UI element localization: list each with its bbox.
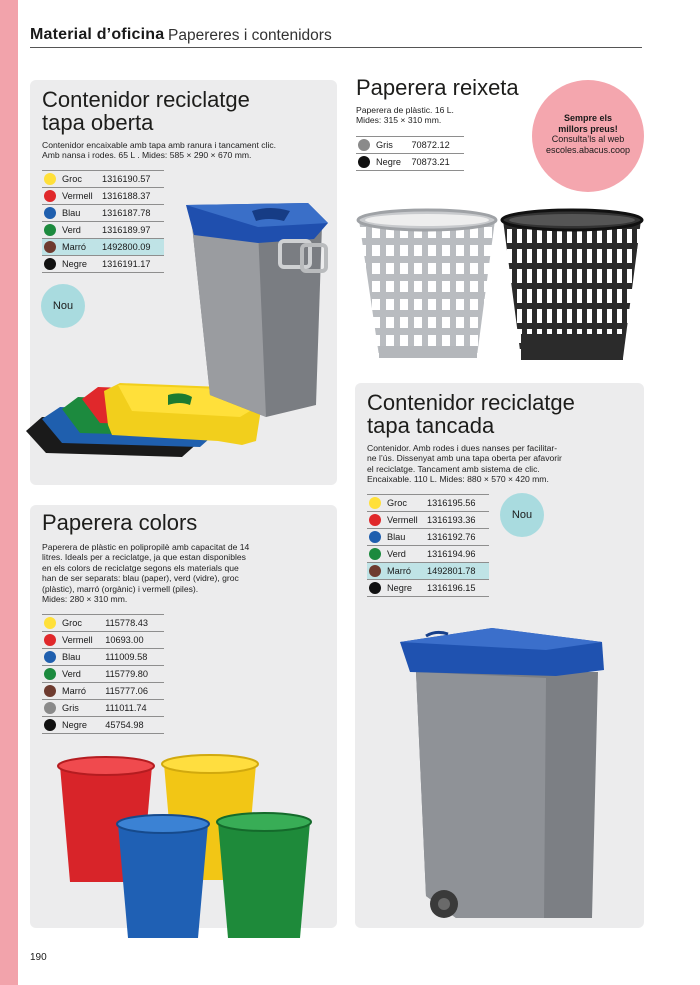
table-row xyxy=(42,700,164,717)
color-bin-description: Paperera de plàstic en polipropilè amb capacitat de 14 litres. Ideals per a reciclatge, ja que estan disponibles en els colors de reciclatge segons els materials que han de ser separats: blau (paper), verd (vidre), groc (plàstic), marró (orgànic) i vermell (piles). Mides: 280 × 310 mm. xyxy=(42,542,250,605)
color-name: Marró xyxy=(59,239,102,256)
product-code: 1316190.57 xyxy=(102,171,164,188)
color-name: Groc xyxy=(59,171,102,188)
product-code: 115778.43 xyxy=(105,615,164,632)
color-name: Verd xyxy=(59,222,102,239)
closed-container-description: Contenidor. Amb rodes i dues nanses per facilitar- ne l’ús. Dissenyat amb una tapa oberta per afavorir el reciclatge. Tancament amb sistema de clic. Encaixable. 110 L. Mides: 880 × 570 × 420 mm. xyxy=(367,443,562,485)
product-code: 1316189.97 xyxy=(102,222,164,239)
color-swatch-icon xyxy=(44,685,56,697)
table-row xyxy=(367,512,489,529)
product-code: 1316191.17 xyxy=(102,256,164,273)
closed-container-title: Contenidor reciclatge tapa tancada xyxy=(367,390,575,438)
page-number: 190 xyxy=(30,952,47,963)
product-code: 70872.12 xyxy=(411,137,464,154)
product-code: 115779.80 xyxy=(105,666,164,683)
color-name: Negre xyxy=(59,717,105,734)
table-row xyxy=(367,580,489,597)
table-row xyxy=(367,529,489,546)
color-swatch-icon xyxy=(369,582,381,594)
open-container-image xyxy=(22,195,332,480)
product-code: 1316192.76 xyxy=(427,529,489,546)
table-row xyxy=(367,495,489,512)
product-code: 111011.74 xyxy=(105,700,164,717)
table-row xyxy=(42,683,164,700)
blue-bin xyxy=(117,815,209,938)
table-row xyxy=(42,666,164,683)
color-name: Gris xyxy=(59,700,105,717)
grey-mesh-bin xyxy=(358,210,496,358)
product-code: 70873.21 xyxy=(411,154,464,171)
left-color-bar xyxy=(0,0,18,985)
closed-container-code-table xyxy=(367,494,489,597)
color-swatch-icon xyxy=(44,651,56,663)
product-code: 1316193.36 xyxy=(427,512,489,529)
section-title: Material d’oficina xyxy=(30,26,165,43)
product-code: 1316188.37 xyxy=(102,188,164,205)
color-swatch-icon xyxy=(369,497,381,509)
price-promo-circle: Sempre els millors preus! Consulta’ls al web escoles.abacus.coop xyxy=(532,80,644,192)
color-swatch-icon xyxy=(369,514,381,526)
table-row xyxy=(42,649,164,666)
product-code: 1316194.96 xyxy=(427,546,489,563)
color-swatch-icon xyxy=(358,156,370,168)
table-row xyxy=(367,546,489,563)
color-name: Negre xyxy=(59,256,102,273)
product-code: 111009.58 xyxy=(105,649,164,666)
color-name: Verd xyxy=(59,666,105,683)
product-code: 1492800.09 xyxy=(102,239,164,256)
color-swatch-icon xyxy=(44,617,56,629)
color-bins-image xyxy=(52,754,318,944)
table-row xyxy=(42,632,164,649)
table-row xyxy=(42,615,164,632)
open-container-title: Contenidor reciclatge tapa oberta xyxy=(42,87,250,135)
color-name: Groc xyxy=(384,495,427,512)
product-code: 1316196.15 xyxy=(427,580,489,597)
color-name: Groc xyxy=(59,615,105,632)
color-name: Vermell xyxy=(59,632,105,649)
color-swatch-icon xyxy=(44,668,56,680)
product-code: 115777.06 xyxy=(105,683,164,700)
color-swatch-icon xyxy=(44,719,56,731)
subsection-title: Papereres i contenidors xyxy=(168,27,332,44)
color-bin-title: Paperera colors xyxy=(42,510,198,535)
product-code: 1316195.56 xyxy=(427,495,489,512)
color-swatch-icon xyxy=(369,565,381,577)
table-row xyxy=(356,137,464,154)
color-name: Blau xyxy=(384,529,427,546)
color-name: Vermell xyxy=(384,512,427,529)
table-row xyxy=(356,154,464,171)
color-bin-code-table xyxy=(42,614,164,734)
color-name: Negre xyxy=(373,154,411,171)
green-bin xyxy=(217,813,311,938)
color-name: Verd xyxy=(384,546,427,563)
color-swatch-icon xyxy=(358,139,370,151)
mesh-bin-description: Paperera de plàstic. 16 L. Mides: 315 × 310 mm. xyxy=(356,105,454,126)
color-swatch-icon xyxy=(44,634,56,646)
table-row xyxy=(42,717,164,734)
table-row xyxy=(367,563,489,580)
color-name: Gris xyxy=(373,137,411,154)
color-name: Vermell xyxy=(59,188,102,205)
black-mesh-bin xyxy=(502,210,642,360)
color-swatch-icon xyxy=(44,173,56,185)
color-swatch-icon xyxy=(44,702,56,714)
color-name: Blau xyxy=(59,649,105,666)
product-code: 1492801.78 xyxy=(427,563,489,580)
color-name: Negre xyxy=(384,580,427,597)
color-name: Marró xyxy=(384,563,427,580)
page-header xyxy=(30,26,642,48)
mesh-bin-code-table xyxy=(356,136,464,171)
closed-container-image xyxy=(396,626,608,924)
product-code: 45754.98 xyxy=(105,717,164,734)
mesh-bin-title: Paperera reixeta xyxy=(356,75,519,100)
product-code: 1316187.78 xyxy=(102,205,164,222)
product-code: 10693.00 xyxy=(105,632,164,649)
color-swatch-icon xyxy=(369,548,381,560)
open-container-description: Contenidor encaixable amb tapa amb ranura i tancament clic. Amb nansa i rodes. 65 L . Mides: 585 × 290 × 670 mm. xyxy=(42,140,277,161)
new-badge: Nou xyxy=(41,284,85,328)
color-name: Marró xyxy=(59,683,105,700)
table-row xyxy=(42,171,164,188)
new-badge-2: Nou xyxy=(500,493,544,537)
mesh-bins-image xyxy=(355,206,645,370)
color-name: Blau xyxy=(59,205,102,222)
color-swatch-icon xyxy=(369,531,381,543)
